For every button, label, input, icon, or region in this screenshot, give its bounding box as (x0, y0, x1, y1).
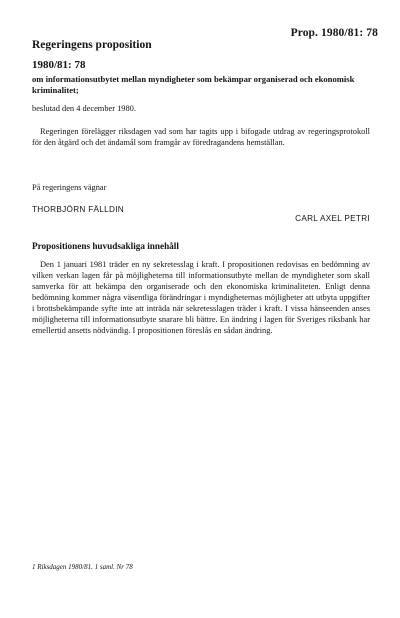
proposition-reference: Prop. 1980/81: 78 (290, 27, 378, 39)
summary-heading: Propositionens huvudsakliga innehåll (32, 241, 179, 251)
summary-paragraph: Den 1 januari 1981 träder en ny sekretesslag i kraft. I propositionen redovisas en bedömning av vilken verkan lagen får på möjligheterna till informationsutbyte mellan de myndigheter som skall samverka för att bekämpa den organiserade och den ekonomiska kriminaliteten. Enligt denna bedömning kommer några väsentliga förändringar i myndigheternas möjligheter att utbyta uppgifter i brottsbekämpande syfte inte att inträda när sekretesslagen träder i kraft. I vissa hänseenden anses möjligheterna till informationsutbyte snarare bli bättre. En ändring i lagen för Sveriges riksbank har emellertid ansetts nödvändig. I propositionen föreslås en sådan ändring. (32, 260, 370, 335)
intro-paragraph: Regeringen förelägger riksdagen vad som har tagits upp i bifogade utdrag av regeringsprotokoll för den åtgärd och det ändamål som framgår av föredragandens hemställan. (32, 127, 370, 147)
signature-minister: CARL AXEL PETRI (295, 214, 370, 223)
document-title: Regeringens proposition (32, 39, 152, 51)
decision-date: beslutad den 4 december 1980. (32, 104, 136, 113)
on-behalf-line: På regeringens vägnar (32, 183, 107, 192)
footer-note: 1 Riksdagen 1980/81. 1 saml. Nr 78 (32, 563, 133, 571)
signature-prime-minister: THORBJÖRN FÄLLDIN (32, 205, 124, 214)
header-block (32, 38, 377, 114)
proposition-subject: om informationsutbytet mellan myndigheter som bekämpar organiserad och ekonomisk kriminalitet; (32, 74, 355, 95)
proposition-number: 1980/81: 78 (32, 59, 86, 71)
